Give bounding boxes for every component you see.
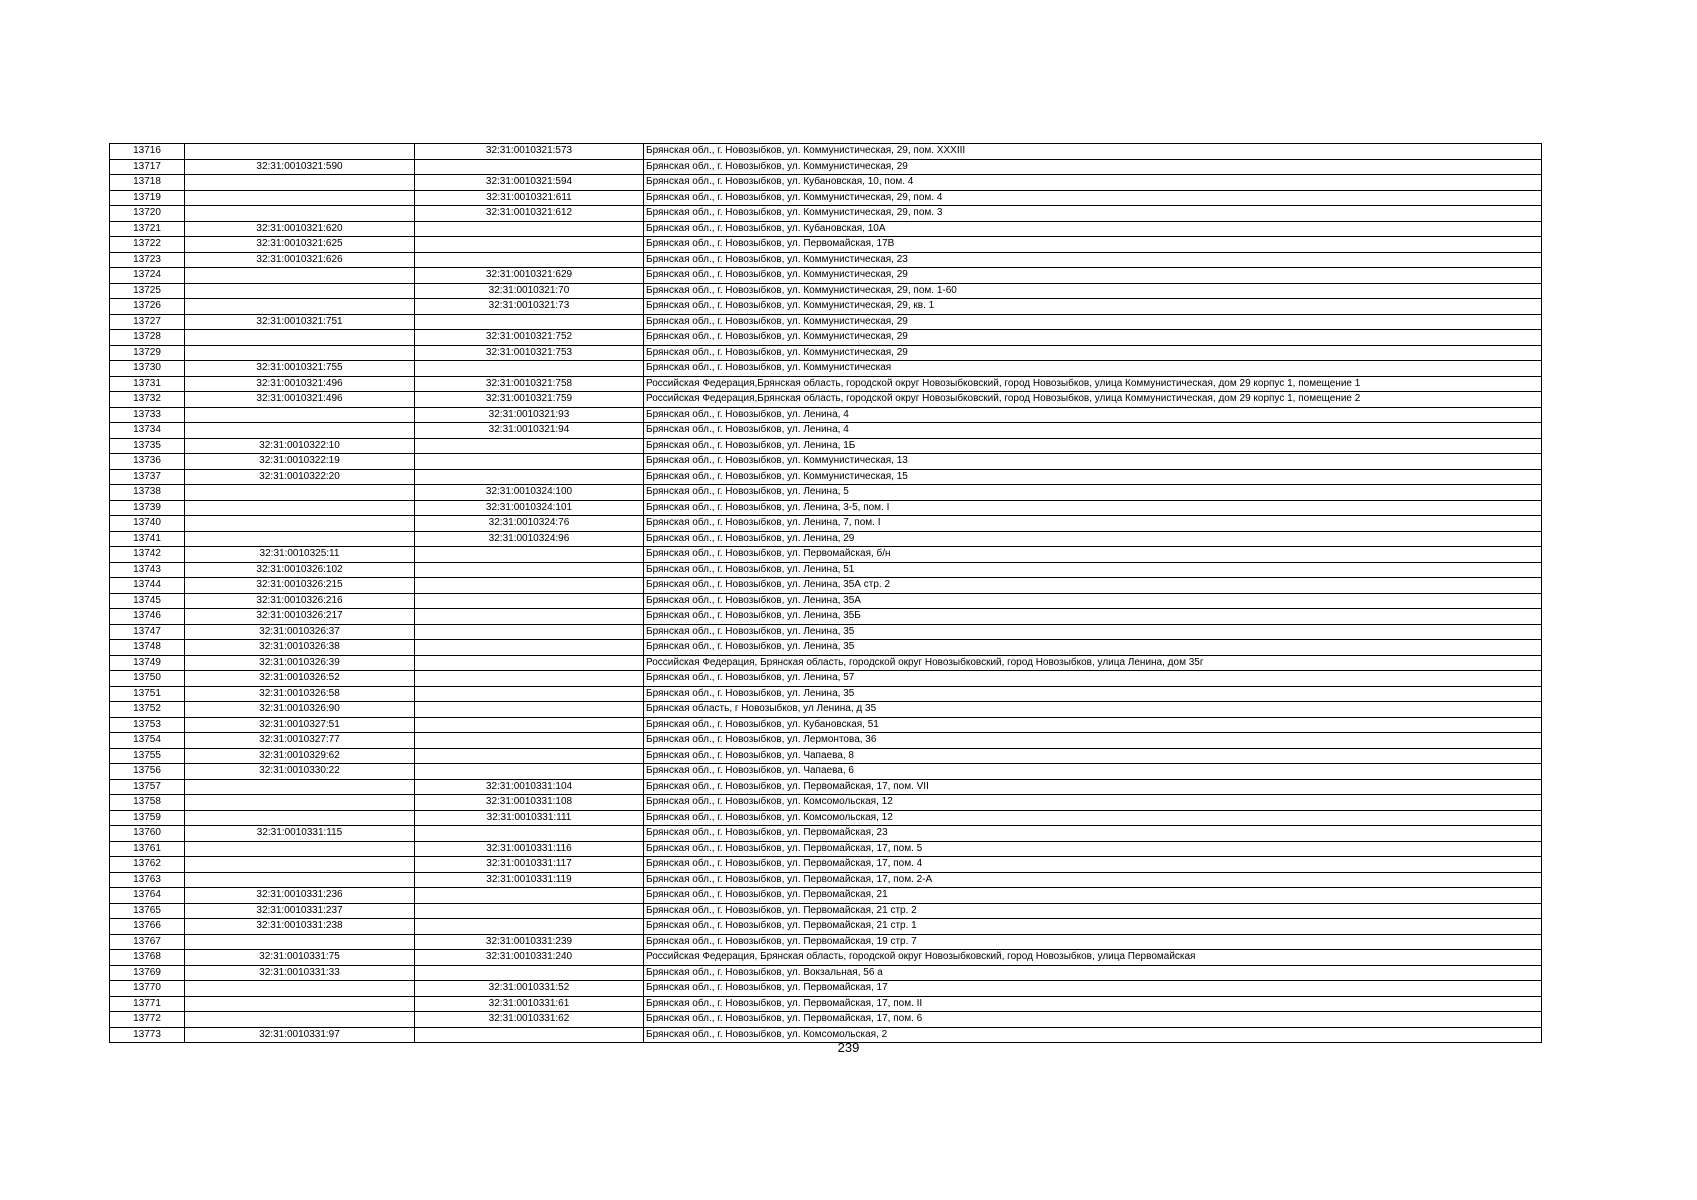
cadastral-number-cell: 32:31:0010321:590 [185, 159, 415, 175]
row-number-cell: 13734 [110, 423, 185, 439]
table-row [110, 469, 1542, 485]
row-number-cell: 13724 [110, 268, 185, 284]
row-number-cell: 13722 [110, 237, 185, 253]
cadastral-number-cell [185, 500, 415, 516]
address-cell: Российская Федерация, Брянская область, городской округ Новозыбковский, город Новозыбков, улица Ленина, дом 35г [644, 655, 1542, 671]
address-cell: Брянская обл., г. Новозыбков, ул. Коммунистическая, 29 [644, 159, 1542, 175]
cadastral-number-cell: 32:31:0010327:51 [185, 717, 415, 733]
object-cadastral-number-cell: 32:31:0010331:116 [415, 841, 644, 857]
row-number-cell: 13735 [110, 438, 185, 454]
address-cell: Брянская обл., г. Новозыбков, ул. Ленина, 4 [644, 423, 1542, 439]
row-number-cell: 13766 [110, 919, 185, 935]
table-row [110, 485, 1542, 501]
cadastral-number-cell: 32:31:0010326:38 [185, 640, 415, 656]
row-number-cell: 13773 [110, 1027, 185, 1043]
table-row [110, 531, 1542, 547]
object-cadastral-number-cell [415, 903, 644, 919]
address-cell: Брянская обл., г. Новозыбков, ул. Ленина, 5 [644, 485, 1542, 501]
object-cadastral-number-cell [415, 454, 644, 470]
cadastral-number-cell: 32:31:0010321:755 [185, 361, 415, 377]
row-number-cell: 13736 [110, 454, 185, 470]
cadastral-number-cell: 32:31:0010330:22 [185, 764, 415, 780]
table-row [110, 268, 1542, 284]
cadastral-number-cell: 32:31:0010331:75 [185, 950, 415, 966]
table-row [110, 981, 1542, 997]
address-cell: Брянская обл., г. Новозыбков, ул. Кубановская, 10А [644, 221, 1542, 237]
object-cadastral-number-cell [415, 593, 644, 609]
row-number-cell: 13739 [110, 500, 185, 516]
address-cell: Брянская обл., г. Новозыбков, ул. Ленина, 29 [644, 531, 1542, 547]
row-number-cell: 13752 [110, 702, 185, 718]
object-cadastral-number-cell: 32:31:0010321:70 [415, 283, 644, 299]
address-cell: Брянская обл., г. Новозыбков, ул. Ленина, 7, пом. I [644, 516, 1542, 532]
object-cadastral-number-cell: 32:31:0010331:108 [415, 795, 644, 811]
address-cell: Брянская обл., г. Новозыбков, ул. Коммунистическая, 29, пом. 1-60 [644, 283, 1542, 299]
cadastral-number-cell: 32:31:0010331:238 [185, 919, 415, 935]
object-cadastral-number-cell: 32:31:0010331:104 [415, 779, 644, 795]
cadastral-number-cell: 32:31:0010331:115 [185, 826, 415, 842]
registry-table-body [110, 144, 1542, 1043]
row-number-cell: 13757 [110, 779, 185, 795]
row-number-cell: 13767 [110, 934, 185, 950]
object-cadastral-number-cell [415, 888, 644, 904]
table-row [110, 624, 1542, 640]
cadastral-number-cell [185, 872, 415, 888]
address-cell: Брянская обл., г. Новозыбков, ул. Первомайская, 17В [644, 237, 1542, 253]
object-cadastral-number-cell: 32:31:0010321:759 [415, 392, 644, 408]
cadastral-number-cell [185, 996, 415, 1012]
cadastral-number-cell [185, 1012, 415, 1028]
cadastral-number-cell: 32:31:0010321:496 [185, 376, 415, 392]
object-cadastral-number-cell [415, 562, 644, 578]
address-cell: Брянская обл., г. Новозыбков, ул. Коммунистическая, 29 [644, 345, 1542, 361]
cadastral-number-cell: 32:31:0010325:11 [185, 547, 415, 563]
table-row [110, 950, 1542, 966]
address-cell: Брянская обл., г. Новозыбков, ул. Первомайская, б/н [644, 547, 1542, 563]
row-number-cell: 13771 [110, 996, 185, 1012]
row-number-cell: 13768 [110, 950, 185, 966]
cadastral-number-cell [185, 190, 415, 206]
cadastral-number-cell: 32:31:0010326:52 [185, 671, 415, 687]
table-row [110, 345, 1542, 361]
cadastral-number-cell: 32:31:0010327:77 [185, 733, 415, 749]
address-cell: Брянская обл., г. Новозыбков, ул. Коммунистическая, 29, пом. 3 [644, 206, 1542, 222]
address-cell: Брянская обл., г. Новозыбков, ул. Первомайская, 17, пом. 5 [644, 841, 1542, 857]
page-number: 239 [837, 1040, 860, 1055]
address-cell: Брянская обл., г. Новозыбков, ул. Ленина, 4 [644, 407, 1542, 423]
address-cell: Брянская обл., г. Новозыбков, ул. Коммунистическая, 23 [644, 252, 1542, 268]
row-number-cell: 13772 [110, 1012, 185, 1028]
table-row [110, 314, 1542, 330]
row-number-cell: 13737 [110, 469, 185, 485]
object-cadastral-number-cell [415, 221, 644, 237]
object-cadastral-number-cell: 32:31:0010321:73 [415, 299, 644, 315]
object-cadastral-number-cell [415, 671, 644, 687]
row-number-cell: 13721 [110, 221, 185, 237]
cadastral-number-cell: 32:31:0010326:102 [185, 562, 415, 578]
table-row [110, 593, 1542, 609]
cadastral-number-cell [185, 981, 415, 997]
object-cadastral-number-cell [415, 717, 644, 733]
table-row [110, 764, 1542, 780]
address-cell: Брянская обл., г. Новозыбков, ул. Кубановская, 10, пом. 4 [644, 175, 1542, 191]
row-number-cell: 13764 [110, 888, 185, 904]
table-row [110, 810, 1542, 826]
cadastral-number-cell: 32:31:0010322:19 [185, 454, 415, 470]
address-cell: Брянская обл., г. Новозыбков, ул. Первомайская, 23 [644, 826, 1542, 842]
table-row [110, 1012, 1542, 1028]
cadastral-number-cell [185, 330, 415, 346]
row-number-cell: 13758 [110, 795, 185, 811]
object-cadastral-number-cell [415, 965, 644, 981]
row-number-cell: 13749 [110, 655, 185, 671]
table-row [110, 748, 1542, 764]
table-row [110, 361, 1542, 377]
object-cadastral-number-cell: 32:31:0010321:758 [415, 376, 644, 392]
row-number-cell: 13732 [110, 392, 185, 408]
address-cell: Брянская обл., г. Новозыбков, ул. Ленина, 1Б [644, 438, 1542, 454]
object-cadastral-number-cell [415, 702, 644, 718]
table-row [110, 190, 1542, 206]
cadastral-number-cell: 32:31:0010326:216 [185, 593, 415, 609]
address-cell: Брянская обл., г. Новозыбков, ул. Комсомольская, 12 [644, 795, 1542, 811]
table-row [110, 655, 1542, 671]
cadastral-number-cell: 32:31:0010326:58 [185, 686, 415, 702]
object-cadastral-number-cell [415, 438, 644, 454]
object-cadastral-number-cell: 32:31:0010324:101 [415, 500, 644, 516]
cadastral-number-cell: 32:31:0010321:625 [185, 237, 415, 253]
object-cadastral-number-cell: 32:31:0010331:240 [415, 950, 644, 966]
row-number-cell: 13716 [110, 144, 185, 160]
table-row [110, 516, 1542, 532]
cadastral-number-cell [185, 810, 415, 826]
address-cell: Брянская обл., г. Новозыбков, ул. Ленина, 35Б [644, 609, 1542, 625]
row-number-cell: 13755 [110, 748, 185, 764]
object-cadastral-number-cell [415, 686, 644, 702]
object-cadastral-number-cell: 32:31:0010331:111 [415, 810, 644, 826]
object-cadastral-number-cell [415, 237, 644, 253]
cadastral-number-cell [185, 779, 415, 795]
row-number-cell: 13731 [110, 376, 185, 392]
table-row [110, 640, 1542, 656]
row-number-cell: 13750 [110, 671, 185, 687]
object-cadastral-number-cell [415, 640, 644, 656]
row-number-cell: 13756 [110, 764, 185, 780]
cadastral-number-cell [185, 268, 415, 284]
cadastral-number-cell [185, 516, 415, 532]
cadastral-number-cell: 32:31:0010326:215 [185, 578, 415, 594]
row-number-cell: 13725 [110, 283, 185, 299]
object-cadastral-number-cell [415, 733, 644, 749]
table-row [110, 547, 1542, 563]
table-row [110, 407, 1542, 423]
cadastral-number-cell: 32:31:0010321:496 [185, 392, 415, 408]
table-row [110, 423, 1542, 439]
table-row [110, 283, 1542, 299]
address-cell: Брянская обл., г. Новозыбков, ул. Чапаева, 8 [644, 748, 1542, 764]
table-row [110, 779, 1542, 795]
cadastral-number-cell [185, 407, 415, 423]
address-cell: Брянская обл., г. Новозыбков, ул. Ленина, 3-5, пом. I [644, 500, 1542, 516]
address-cell: Брянская обл., г. Новозыбков, ул. Коммунистическая, 29, пом. 4 [644, 190, 1542, 206]
object-cadastral-number-cell [415, 826, 644, 842]
table-row [110, 206, 1542, 222]
table-row [110, 872, 1542, 888]
object-cadastral-number-cell: 32:31:0010321:93 [415, 407, 644, 423]
address-cell: Брянская обл., г. Новозыбков, ул. Чапаева, 6 [644, 764, 1542, 780]
object-cadastral-number-cell: 32:31:0010331:52 [415, 981, 644, 997]
table-row [110, 919, 1542, 935]
row-number-cell: 13760 [110, 826, 185, 842]
table-row [110, 795, 1542, 811]
table-row [110, 934, 1542, 950]
cadastral-number-cell: 32:31:0010322:10 [185, 438, 415, 454]
address-cell: Брянская обл., г. Новозыбков, ул. Ленина, 35 [644, 686, 1542, 702]
table-row [110, 733, 1542, 749]
cadastral-number-cell: 32:31:0010321:751 [185, 314, 415, 330]
row-number-cell: 13753 [110, 717, 185, 733]
table-row [110, 175, 1542, 191]
cadastral-number-cell [185, 175, 415, 191]
address-cell: Брянская обл., г. Новозыбков, ул. Первомайская, 21 стр. 2 [644, 903, 1542, 919]
object-cadastral-number-cell [415, 252, 644, 268]
row-number-cell: 13759 [110, 810, 185, 826]
address-cell: Брянская обл., г. Новозыбков, ул. Первомайская, 21 стр. 1 [644, 919, 1542, 935]
cadastral-number-cell: 32:31:0010326:37 [185, 624, 415, 640]
row-number-cell: 13723 [110, 252, 185, 268]
row-number-cell: 13718 [110, 175, 185, 191]
row-number-cell: 13762 [110, 857, 185, 873]
object-cadastral-number-cell [415, 469, 644, 485]
table-row [110, 562, 1542, 578]
address-cell: Брянская обл., г. Новозыбков, ул. Первомайская, 19 стр. 7 [644, 934, 1542, 950]
object-cadastral-number-cell [415, 578, 644, 594]
row-number-cell: 13748 [110, 640, 185, 656]
object-cadastral-number-cell [415, 764, 644, 780]
row-number-cell: 13770 [110, 981, 185, 997]
row-number-cell: 13745 [110, 593, 185, 609]
object-cadastral-number-cell: 32:31:0010321:611 [415, 190, 644, 206]
address-cell: Брянская обл., г. Новозыбков, ул. Комсомольская, 2 [644, 1027, 1542, 1043]
table-row [110, 376, 1542, 392]
table-row [110, 671, 1542, 687]
address-cell: Брянская обл., г. Новозыбков, ул. Коммунистическая, 29 [644, 330, 1542, 346]
address-cell: Брянская обл., г. Новозыбков, ул. Первомайская, 17, пом. VII [644, 779, 1542, 795]
address-cell: Брянская обл., г. Новозыбков, ул. Коммунистическая, 13 [644, 454, 1542, 470]
address-cell: Брянская обл., г. Новозыбков, ул. Первомайская, 17, пом. 4 [644, 857, 1542, 873]
object-cadastral-number-cell: 32:31:0010331:62 [415, 1012, 644, 1028]
table-row [110, 454, 1542, 470]
object-cadastral-number-cell [415, 748, 644, 764]
address-cell: Брянская обл., г. Новозыбков, ул. Первомайская, 17 [644, 981, 1542, 997]
row-number-cell: 13765 [110, 903, 185, 919]
object-cadastral-number-cell: 32:31:0010321:752 [415, 330, 644, 346]
row-number-cell: 13740 [110, 516, 185, 532]
object-cadastral-number-cell: 32:31:0010321:573 [415, 144, 644, 160]
row-number-cell: 13744 [110, 578, 185, 594]
table-row [110, 686, 1542, 702]
address-cell: Брянская обл., г. Новозыбков, ул. Ленина, 35А стр. 2 [644, 578, 1542, 594]
table-row [110, 965, 1542, 981]
cadastral-number-cell: 32:31:0010331:33 [185, 965, 415, 981]
object-cadastral-number-cell: 32:31:0010324:76 [415, 516, 644, 532]
address-cell: Брянская обл., г. Новозыбков, ул. Коммунистическая, 15 [644, 469, 1542, 485]
table-row [110, 159, 1542, 175]
row-number-cell: 13720 [110, 206, 185, 222]
object-cadastral-number-cell: 32:31:0010324:96 [415, 531, 644, 547]
row-number-cell: 13741 [110, 531, 185, 547]
cadastral-number-cell: 32:31:0010322:20 [185, 469, 415, 485]
row-number-cell: 13717 [110, 159, 185, 175]
table-row [110, 996, 1542, 1012]
object-cadastral-number-cell [415, 919, 644, 935]
cadastral-number-cell: 32:31:0010326:39 [185, 655, 415, 671]
cadastral-number-cell [185, 531, 415, 547]
row-number-cell: 13738 [110, 485, 185, 501]
table-row [110, 903, 1542, 919]
cadastral-number-cell [185, 485, 415, 501]
row-number-cell: 13730 [110, 361, 185, 377]
cadastral-number-cell: 32:31:0010321:626 [185, 252, 415, 268]
address-cell: Российская Федерация,Брянская область, городской округ Новозыбковский, город Новозыбков, улица Коммунистическая, дом 29 корпус 1, помещение 2 [644, 392, 1542, 408]
cadastral-number-cell [185, 345, 415, 361]
object-cadastral-number-cell: 32:31:0010331:117 [415, 857, 644, 873]
object-cadastral-number-cell [415, 159, 644, 175]
address-cell: Брянская обл., г. Новозыбков, ул. Ленина, 57 [644, 671, 1542, 687]
address-cell: Брянская обл., г. Новозыбков, ул. Коммунистическая [644, 361, 1542, 377]
table-row [110, 609, 1542, 625]
address-cell: Брянская обл., г. Новозыбков, ул. Ленина, 51 [644, 562, 1542, 578]
object-cadastral-number-cell: 32:31:0010331:61 [415, 996, 644, 1012]
address-cell: Брянская обл., г. Новозыбков, ул. Первомайская, 17, пом. 2-А [644, 872, 1542, 888]
table-row [110, 826, 1542, 842]
object-cadastral-number-cell [415, 314, 644, 330]
address-cell: Брянская обл., г. Новозыбков, ул. Первомайская, 17, пом. 6 [644, 1012, 1542, 1028]
address-cell: Брянская область, г Новозыбков, ул Ленина, д 35 [644, 702, 1542, 718]
row-number-cell: 13728 [110, 330, 185, 346]
table-row [110, 888, 1542, 904]
row-number-cell: 13727 [110, 314, 185, 330]
object-cadastral-number-cell: 32:31:0010321:594 [415, 175, 644, 191]
table-row [110, 500, 1542, 516]
cadastral-number-cell: 32:31:0010321:620 [185, 221, 415, 237]
object-cadastral-number-cell: 32:31:0010331:239 [415, 934, 644, 950]
address-cell: Брянская обл., г. Новозыбков, ул. Коммунистическая, 29 [644, 268, 1542, 284]
table-row [110, 330, 1542, 346]
cadastral-number-cell: 32:31:0010331:97 [185, 1027, 415, 1043]
address-cell: Брянская обл., г. Новозыбков, ул. Коммунистическая, 29 [644, 314, 1542, 330]
object-cadastral-number-cell [415, 609, 644, 625]
object-cadastral-number-cell: 32:31:0010321:612 [415, 206, 644, 222]
address-cell: Брянская обл., г. Новозыбков, ул. Комсомольская, 12 [644, 810, 1542, 826]
object-cadastral-number-cell: 32:31:0010331:119 [415, 872, 644, 888]
row-number-cell: 13729 [110, 345, 185, 361]
object-cadastral-number-cell [415, 547, 644, 563]
address-cell: Брянская обл., г. Новозыбков, ул. Лермонтова, 36 [644, 733, 1542, 749]
address-cell: Брянская обл., г. Новозыбков, ул. Коммунистическая, 29, пом. XXXIII [644, 144, 1542, 160]
table-row [110, 717, 1542, 733]
address-cell: Брянская обл., г. Новозыбков, ул. Первомайская, 21 [644, 888, 1542, 904]
address-cell: Брянская обл., г. Новозыбков, ул. Первомайская, 17, пом. II [644, 996, 1542, 1012]
table-row [110, 857, 1542, 873]
address-cell: Брянская обл., г. Новозыбков, ул. Коммунистическая, 29, кв. 1 [644, 299, 1542, 315]
row-number-cell: 13742 [110, 547, 185, 563]
table-row [110, 144, 1542, 160]
row-number-cell: 13754 [110, 733, 185, 749]
table-row [110, 252, 1542, 268]
address-cell: Брянская обл., г. Новозыбков, ул. Ленина, 35А [644, 593, 1542, 609]
table-row [110, 392, 1542, 408]
object-cadastral-number-cell: 32:31:0010324:100 [415, 485, 644, 501]
row-number-cell: 13761 [110, 841, 185, 857]
row-number-cell: 13747 [110, 624, 185, 640]
cadastral-number-cell [185, 857, 415, 873]
address-cell: Брянская обл., г. Новозыбков, ул. Ленина, 35 [644, 640, 1542, 656]
cadastral-number-cell: 32:31:0010329:62 [185, 748, 415, 764]
row-number-cell: 13726 [110, 299, 185, 315]
object-cadastral-number-cell [415, 655, 644, 671]
table-row [110, 841, 1542, 857]
cadastral-number-cell [185, 841, 415, 857]
object-cadastral-number-cell [415, 361, 644, 377]
address-cell: Брянская обл., г. Новозыбков, ул. Кубановская, 51 [644, 717, 1542, 733]
cadastral-number-cell: 32:31:0010331:236 [185, 888, 415, 904]
cadastral-number-cell [185, 795, 415, 811]
row-number-cell: 13743 [110, 562, 185, 578]
table-row [110, 221, 1542, 237]
cadastral-number-cell [185, 299, 415, 315]
row-number-cell: 13751 [110, 686, 185, 702]
address-cell: Российская Федерация,Брянская область, городской округ Новозыбковский, город Новозыбков, улица Коммунистическая, дом 29 корпус 1, помещение 1 [644, 376, 1542, 392]
row-number-cell: 13763 [110, 872, 185, 888]
table-row [110, 702, 1542, 718]
table-row [110, 438, 1542, 454]
cadastral-number-cell [185, 144, 415, 160]
address-cell: Брянская обл., г. Новозыбков, ул. Вокзальная, 56 а [644, 965, 1542, 981]
row-number-cell: 13719 [110, 190, 185, 206]
registry-table [109, 143, 1542, 1043]
address-cell: Российская Федерация, Брянская область, городской округ Новозыбковский, город Новозыбков, улица Первомайская [644, 950, 1542, 966]
object-cadastral-number-cell [415, 624, 644, 640]
cadastral-number-cell: 32:31:0010326:90 [185, 702, 415, 718]
object-cadastral-number-cell: 32:31:0010321:94 [415, 423, 644, 439]
cadastral-number-cell [185, 283, 415, 299]
address-cell: Брянская обл., г. Новозыбков, ул. Ленина, 35 [644, 624, 1542, 640]
table-row [110, 299, 1542, 315]
row-number-cell: 13733 [110, 407, 185, 423]
table-row [110, 578, 1542, 594]
table-row [110, 237, 1542, 253]
cadastral-number-cell: 32:31:0010331:237 [185, 903, 415, 919]
object-cadastral-number-cell: 32:31:0010321:629 [415, 268, 644, 284]
cadastral-number-cell [185, 206, 415, 222]
cadastral-number-cell [185, 423, 415, 439]
row-number-cell: 13769 [110, 965, 185, 981]
cadastral-number-cell: 32:31:0010326:217 [185, 609, 415, 625]
object-cadastral-number-cell: 32:31:0010321:753 [415, 345, 644, 361]
cadastral-number-cell [185, 934, 415, 950]
row-number-cell: 13746 [110, 609, 185, 625]
